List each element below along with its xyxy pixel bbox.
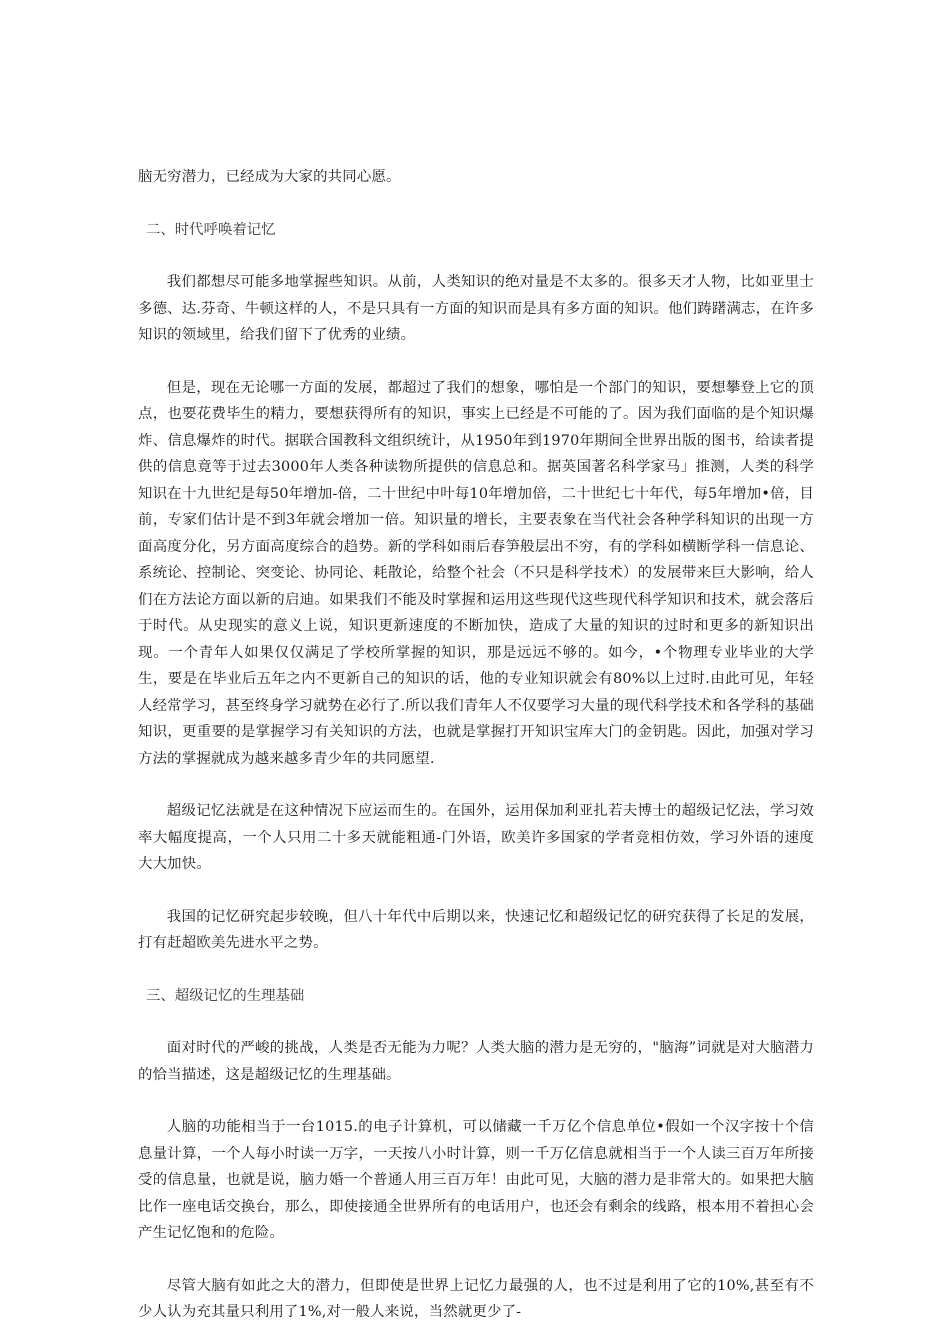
section3-paragraph-2: 人脑的功能相当于一台1015.的电子计算机，可以储藏一千万亿个信息单位•假如一个汉字按十个信息量计算，一个人每小时读一万字，一天按八小时计算，则一千万亿信息就相当于一个人读三百万年所接受的信息量，也就是说，脑力婚一个普通人用三百万年！由此可见，大脑的潜力是非常大的。如果把大脑比作一座电话交换台，那么，即使接通全世界所有的电话用户，也还会有剩余的线路，根本用不着担心会产生记忆饱和的危险。 [138, 1119, 814, 1241]
section3-paragraph-1: 面对时代的严峻的挑战，人类是否无能为力呢？人类大脑的潜力是无穷的，"脑海”词就是对大脑潜力的恰当描述，这是超级记忆的生理基础。 [138, 1040, 814, 1083]
section3-heading: 三、超级记忆的生理基础 [146, 987, 305, 1004]
section2-paragraph-3: 超级记忆法就是在这种情况下应运而生的。在国外，运用保加利亚扎若夫博士的超级记忆法，学习效率大幅度提高，一个人只用二十多天就能粗通-门外语，欧美许多国家的学者竞相仿效，学习外语的速度大大加快。 [138, 803, 814, 872]
section2-paragraph-1: 我们都想尽可能多地掌握些知识。从前，人类知识的绝对量是不太多的。很多天才人物，比如亚里士多德、达.芬奇、牛顿这样的人，不是只具有一方面的知识而是具有多方面的知识。他们踌躇满志，在许多知识的领域里，给我们留下了优秀的业绩。 [138, 274, 814, 343]
intro-continuation: 脑无穷潜力，已经成为大家的共同心愿。 [138, 169, 401, 185]
section2-heading: 二、时代呼唤着记忆 [146, 221, 276, 238]
section3-paragraph-3: 尽管大脑有如此之大的潜力，但即使是世界上记忆力最强的人，也不过是利用了它的10%,甚至有不少人认为充其量只利用了1%,对一般人来说，当然就更少了- [138, 1277, 814, 1320]
document-page [138, 164, 814, 1326]
section2-paragraph-2: 但是，现在无论哪一方面的发展，都超过了我们的想象，哪怕是一个部门的知识，要想攀登上它的顶点，也要花费毕生的精力，要想获得所有的知识，事实上已经是不可能的了。因为我们面临的是个知识爆炸、信息爆炸的时代。据联合国教科文组织统计，从1950年到1970年期间全世界出版的图书，给读者提供的信息竟等于过去3000年人类各种读物所提供的信息总和。据英国著名科学家马」推测，人类的科学知识在十九世纪是每50年增加-倍，二十世纪中叶每10年增加倍，二十世纪七十年代，每5年增加•倍，目前，专家们估计是不到3年就会增加一倍。知识量的增长，主要表象在当代社会各种学科知识的出现一方面高度分化，另方面高度综合的趋势。新的学科如雨后春笋般层出不穷，有的学科如横断学科一信息论、系统论、控制论、突变论、协同论、耗散论，给整个社会（不只是科学技术）的发展带来巨大影响，给人们在方法论方面以新的启迪。如果我们不能及时掌握和运用这些现代这些现代科学知识和技术，就会落后于时代。从史现实的意义上说，知识更新速度的不断加快，造成了大量的知识的过时和更多的新知识出现。一个青年人如果仅仅满足了学校所掌握的知识，那是远远不够的。如今，•个物理专业毕业的大学生，要是在毕业后五年之内不更新自己的知识的话，他的专业知识就会有80%以上过时.由此可见，年轻人经常学习，甚至终身学习就势在必行了.所以我们青年人不仅要学习大量的现代科学技术和各学科的基础知识，更重要的是掌握学习有关知识的方法，也就是掌握打开知识宝库大门的金钥匙。因此，加强对学习方法的掌握就成为越来越多青少年的共同愿望. [138, 379, 814, 767]
section2-paragraph-4: 我国的记忆研究起步较晚，但八十年代中后期以来，快速记忆和超级记忆的研究获得了长足的发展，打有赶超欧美先进水平之势。 [138, 908, 814, 951]
